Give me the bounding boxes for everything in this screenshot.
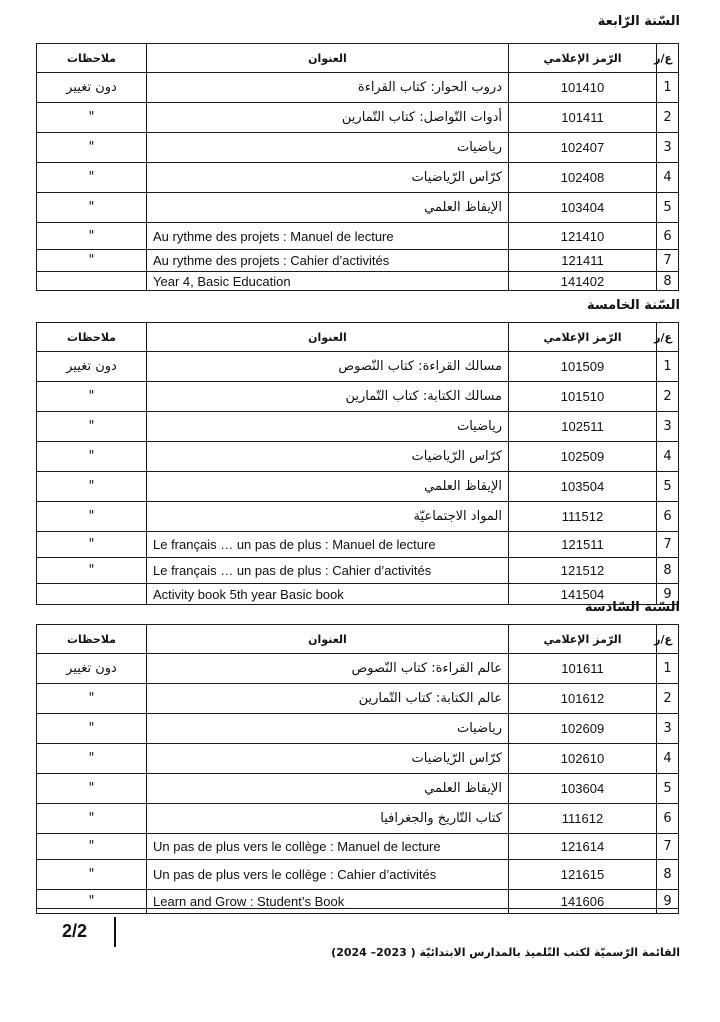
row-num: 5 — [657, 774, 679, 804]
row-num: 3 — [657, 133, 679, 163]
row-num: 1 — [657, 654, 679, 684]
row-num: 2 — [657, 382, 679, 412]
row-title: Au rythme des projets : Cahier d’activités — [147, 250, 509, 272]
row-num: 7 — [657, 532, 679, 558]
row-notes: " — [37, 442, 147, 472]
row-code: 102408 — [509, 163, 657, 193]
row-notes: دون تغيير — [37, 654, 147, 684]
header-title: العنوان — [147, 625, 509, 654]
row-notes: " — [37, 834, 147, 860]
row-num: 6 — [657, 223, 679, 250]
row-code: 121511 — [509, 532, 657, 558]
table-row — [37, 472, 679, 502]
table-row — [37, 890, 679, 914]
table-header-row — [37, 625, 679, 654]
table-row — [37, 834, 679, 860]
row-code: 101411 — [509, 103, 657, 133]
row-title: Un pas de plus vers le collège : Cahier d’activités — [147, 860, 509, 890]
row-code: 101612 — [509, 684, 657, 714]
row-num: 4 — [657, 744, 679, 774]
row-code: 121410 — [509, 223, 657, 250]
section-title-grade-4: السّنة الرّابعة — [597, 14, 680, 29]
row-notes: " — [37, 890, 147, 914]
row-num: 2 — [657, 684, 679, 714]
row-notes: دون تغيير — [37, 352, 147, 382]
row-title: الإيقاظ العلمي — [147, 774, 509, 804]
row-num: 9 — [657, 584, 679, 605]
header-title: العنوان — [147, 44, 509, 73]
row-title: Activity book 5th year Basic book — [147, 584, 509, 605]
table-row — [37, 774, 679, 804]
header-code: الرّمز الإعلامي — [509, 625, 657, 654]
table-row — [37, 103, 679, 133]
row-code: 101611 — [509, 654, 657, 684]
row-code: 121614 — [509, 834, 657, 860]
row-title: الإيقاظ العلمي — [147, 472, 509, 502]
table-grade-6 — [36, 624, 679, 914]
row-code: 141504 — [509, 584, 657, 605]
row-notes: " — [37, 163, 147, 193]
row-code: 103604 — [509, 774, 657, 804]
row-title: Au rythme des projets : Manuel de lecture — [147, 223, 509, 250]
table-row — [37, 163, 679, 193]
row-title: Le français … un pas de plus : Cahier d’activités — [147, 558, 509, 584]
row-num: 7 — [657, 250, 679, 272]
header-code: الرّمز الإعلامي — [509, 44, 657, 73]
row-code: 101510 — [509, 382, 657, 412]
row-notes: " — [37, 472, 147, 502]
row-code: 103404 — [509, 193, 657, 223]
row-code: 102610 — [509, 744, 657, 774]
row-notes: " — [37, 714, 147, 744]
row-title: المواد الاجتماعيّة — [147, 502, 509, 532]
row-num: 8 — [657, 558, 679, 584]
row-code: 121615 — [509, 860, 657, 890]
row-title: رياضيات — [147, 714, 509, 744]
table-header-row — [37, 44, 679, 73]
table-row — [37, 860, 679, 890]
row-code: 102407 — [509, 133, 657, 163]
row-code: 111512 — [509, 502, 657, 532]
table-grade-4 — [36, 43, 679, 291]
row-notes: " — [37, 532, 147, 558]
table-row — [37, 532, 679, 558]
row-num: 6 — [657, 502, 679, 532]
table-row — [37, 73, 679, 103]
row-num: 8 — [657, 272, 679, 291]
row-code: 102509 — [509, 442, 657, 472]
header-notes: ملاحظات — [37, 625, 147, 654]
row-notes — [37, 584, 147, 605]
page-number-bar — [114, 917, 116, 947]
table-row — [37, 442, 679, 472]
table-row — [37, 684, 679, 714]
table-row — [37, 352, 679, 382]
row-title: Learn and Grow : Student’s Book — [147, 890, 509, 914]
table-row — [37, 250, 679, 272]
table-row — [37, 133, 679, 163]
table-row — [37, 654, 679, 684]
section-title-grade-6: السّنة السّادسة — [584, 600, 680, 615]
header-title: العنوان — [147, 323, 509, 352]
row-num: 5 — [657, 472, 679, 502]
row-title: كرّاس الرّياضيات — [147, 163, 509, 193]
row-title: كرّاس الرّياضيات — [147, 442, 509, 472]
row-title: أدوات التّواصل: كتاب التّمارين — [147, 103, 509, 133]
row-title: Year 4, Basic Education — [147, 272, 509, 291]
row-title: رياضيات — [147, 133, 509, 163]
header-num: ع/ر — [657, 625, 679, 654]
row-title: رياضيات — [147, 412, 509, 442]
row-num: 5 — [657, 193, 679, 223]
row-code: 102609 — [509, 714, 657, 744]
row-notes: " — [37, 558, 147, 584]
table-row — [37, 272, 679, 291]
table-row — [37, 412, 679, 442]
row-notes: " — [37, 684, 147, 714]
row-title: Le français … un pas de plus : Manuel de lecture — [147, 532, 509, 558]
row-code: 111612 — [509, 804, 657, 834]
header-num: ع/ر — [657, 44, 679, 73]
row-notes: " — [37, 193, 147, 223]
row-num: 3 — [657, 412, 679, 442]
row-code: 121512 — [509, 558, 657, 584]
table-row — [37, 502, 679, 532]
header-code: الرّمز الإعلامي — [509, 323, 657, 352]
row-title: كتاب التّاريخ والجغرافيا — [147, 804, 509, 834]
row-title: كرّاس الرّياضيات — [147, 744, 509, 774]
row-code: 101509 — [509, 352, 657, 382]
header-notes: ملاحظات — [37, 44, 147, 73]
table-row — [37, 382, 679, 412]
row-num: 3 — [657, 714, 679, 744]
row-code: 141606 — [509, 890, 657, 914]
row-code: 121411 — [509, 250, 657, 272]
row-title: Un pas de plus vers le collège : Manuel de lecture — [147, 834, 509, 860]
row-notes: " — [37, 804, 147, 834]
row-code: 102511 — [509, 412, 657, 442]
row-notes: " — [37, 774, 147, 804]
row-notes: " — [37, 133, 147, 163]
row-notes — [37, 272, 147, 291]
header-notes: ملاحظات — [37, 323, 147, 352]
row-title: مسالك الكتابة: كتاب التّمارين — [147, 382, 509, 412]
row-code: 103504 — [509, 472, 657, 502]
row-notes: " — [37, 103, 147, 133]
row-notes: " — [37, 250, 147, 272]
footer-caption: القائمة الرّسميّة لكتب التّلميذ بالمدارس الابتدائيّة ( 2023– 2024) — [331, 946, 680, 959]
row-title: مسالك القراءة: كتاب النّصوص — [147, 352, 509, 382]
table-row — [37, 193, 679, 223]
table-row — [37, 223, 679, 250]
row-title: الإيقاظ العلمي — [147, 193, 509, 223]
row-num: 9 — [657, 890, 679, 914]
table-grade-5 — [36, 322, 679, 605]
row-notes: " — [37, 382, 147, 412]
table-row — [37, 584, 679, 605]
row-num: 1 — [657, 73, 679, 103]
row-num: 7 — [657, 834, 679, 860]
row-notes: " — [37, 502, 147, 532]
table-row — [37, 558, 679, 584]
table-row — [37, 804, 679, 834]
row-title: دروب الحوار: كتاب القراءة — [147, 73, 509, 103]
row-num: 1 — [657, 352, 679, 382]
footer-divider — [36, 908, 678, 909]
row-num: 6 — [657, 804, 679, 834]
section-title-grade-5: السّنة الخامسة — [586, 298, 680, 313]
row-title: عالم الكتابة: كتاب التّمارين — [147, 684, 509, 714]
header-num: ع/ر — [657, 323, 679, 352]
row-notes: " — [37, 412, 147, 442]
row-notes: " — [37, 744, 147, 774]
row-notes: دون تغيير — [37, 73, 147, 103]
table-row — [37, 714, 679, 744]
page-number: 2/2 — [62, 921, 88, 941]
row-code: 101410 — [509, 73, 657, 103]
row-num: 8 — [657, 860, 679, 890]
row-num: 2 — [657, 103, 679, 133]
row-title: عالم القراءة: كتاب النّصوص — [147, 654, 509, 684]
row-num: 4 — [657, 442, 679, 472]
table-header-row — [37, 323, 679, 352]
table-row — [37, 744, 679, 774]
row-notes: " — [37, 223, 147, 250]
row-code: 141402 — [509, 272, 657, 291]
row-num: 4 — [657, 163, 679, 193]
row-notes: " — [37, 860, 147, 890]
